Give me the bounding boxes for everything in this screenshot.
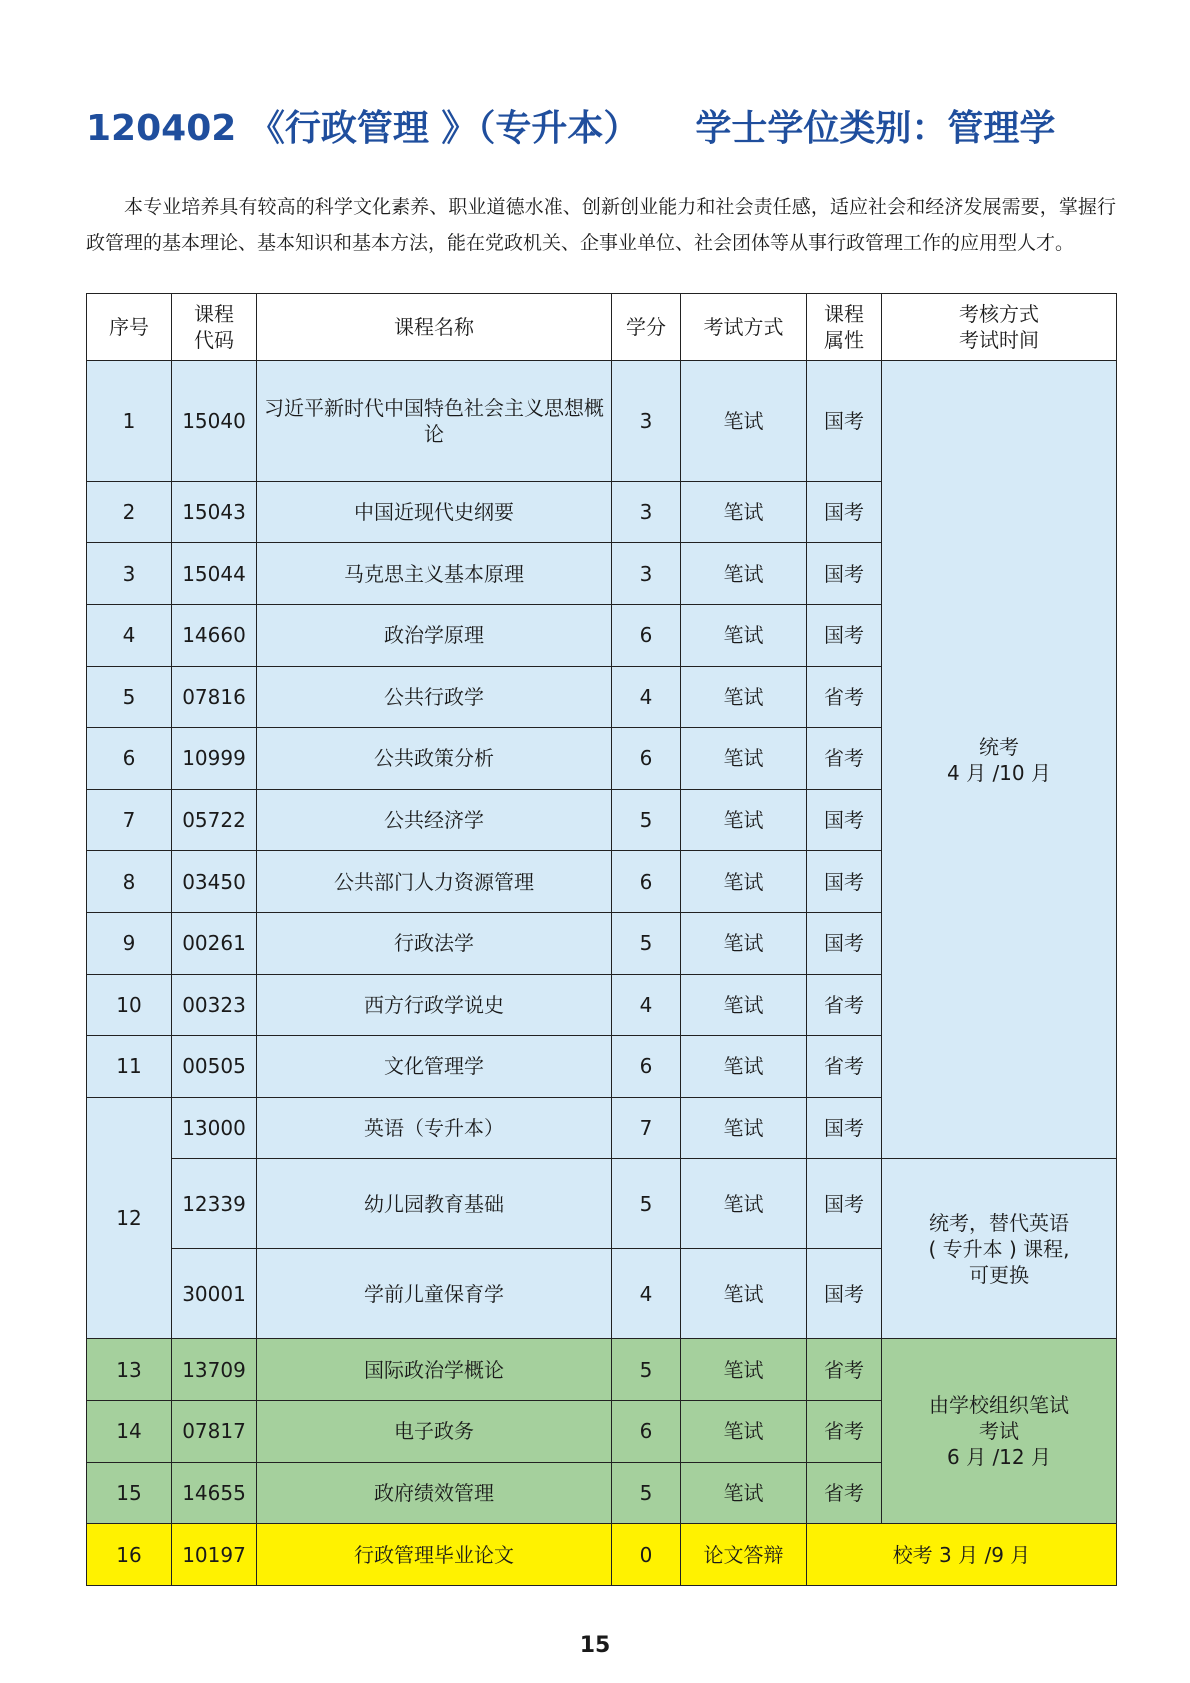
assess-school-line1: 由学校组织笔试 bbox=[929, 1393, 1069, 1418]
cell-credit: 4 bbox=[612, 666, 681, 728]
cell-attr: 国考 bbox=[807, 789, 882, 851]
header-attr bbox=[807, 294, 882, 361]
header-name: 课程名称 bbox=[257, 294, 612, 361]
cell-attr: 国考 bbox=[807, 605, 882, 667]
cell-seq: 16 bbox=[87, 1524, 172, 1586]
cell-attr: 国考 bbox=[807, 851, 882, 913]
cell-method: 笔试 bbox=[681, 605, 807, 667]
cell-attr: 国考 bbox=[807, 912, 882, 974]
cell-assess-thesis: 校考 3 月 /9 月 bbox=[807, 1524, 1117, 1586]
cell-name: 西方行政学说史 bbox=[257, 974, 612, 1036]
cell-method: 笔试 bbox=[681, 789, 807, 851]
assess-substitute-line1: 统考，替代英语 bbox=[929, 1210, 1069, 1235]
cell-seq: 15 bbox=[87, 1462, 172, 1524]
cell-code: 00323 bbox=[172, 974, 257, 1036]
cell-attr: 国考 bbox=[807, 543, 882, 605]
cell-name: 习近平新时代中国特色社会主义思想概论 bbox=[257, 361, 612, 482]
header-exam-method: 考试方式 bbox=[681, 294, 807, 361]
assess-substitute-line3: 可更换 bbox=[969, 1262, 1029, 1287]
cell-method: 笔试 bbox=[681, 361, 807, 482]
cell-name: 政府绩效管理 bbox=[257, 1462, 612, 1524]
cell-seq: 3 bbox=[87, 543, 172, 605]
table-row bbox=[87, 361, 1117, 482]
cell-credit: 7 bbox=[612, 1097, 681, 1159]
cell-name: 政治学原理 bbox=[257, 605, 612, 667]
cell-credit: 5 bbox=[612, 1462, 681, 1524]
cell-name: 公共行政学 bbox=[257, 666, 612, 728]
assess-unified-line1: 统考 bbox=[979, 734, 1019, 759]
header-attr-line1: 课程 bbox=[824, 302, 864, 326]
cell-attr: 省考 bbox=[807, 1401, 882, 1463]
cell-credit: 6 bbox=[612, 605, 681, 667]
major-title: 120402 《行政管理 》（专升本） bbox=[86, 108, 640, 149]
cell-method: 笔试 bbox=[681, 666, 807, 728]
course-table bbox=[86, 293, 1117, 1586]
cell-method: 笔试 bbox=[681, 1462, 807, 1524]
cell-code: 15040 bbox=[172, 361, 257, 482]
table-row bbox=[87, 1339, 1117, 1401]
cell-credit: 3 bbox=[612, 543, 681, 605]
cell-method: 论文答辩 bbox=[681, 1524, 807, 1586]
header-attr-line2: 属性 bbox=[824, 328, 864, 352]
assess-substitute-line2: ( 专升本 ) 课程, bbox=[928, 1236, 1070, 1261]
cell-code: 03450 bbox=[172, 851, 257, 913]
cell-seq: 10 bbox=[87, 974, 172, 1036]
cell-code: 15044 bbox=[172, 543, 257, 605]
cell-code: 10197 bbox=[172, 1524, 257, 1586]
cell-assess-substitute bbox=[882, 1159, 1117, 1339]
cell-credit: 4 bbox=[612, 1249, 681, 1339]
cell-code: 05722 bbox=[172, 789, 257, 851]
cell-name: 公共部门人力资源管理 bbox=[257, 851, 612, 913]
degree-category: 学士学位类别：管理学 bbox=[695, 108, 1056, 149]
cell-credit: 5 bbox=[612, 1339, 681, 1401]
cell-assess-unified bbox=[882, 361, 1117, 1159]
cell-code: 15043 bbox=[172, 481, 257, 543]
cell-name: 行政法学 bbox=[257, 912, 612, 974]
cell-code: 10999 bbox=[172, 728, 257, 790]
cell-credit: 5 bbox=[612, 789, 681, 851]
cell-name: 学前儿童保育学 bbox=[257, 1249, 612, 1339]
cell-seq: 5 bbox=[87, 666, 172, 728]
cell-method: 笔试 bbox=[681, 543, 807, 605]
cell-credit: 5 bbox=[612, 912, 681, 974]
cell-method: 笔试 bbox=[681, 1339, 807, 1401]
cell-name: 中国近现代史纲要 bbox=[257, 481, 612, 543]
cell-method: 笔试 bbox=[681, 1159, 807, 1249]
cell-name: 英语（专升本） bbox=[257, 1097, 612, 1159]
page-title bbox=[86, 100, 1126, 151]
header-code-line2: 代码 bbox=[194, 328, 234, 352]
header-assess-line2: 考试时间 bbox=[959, 328, 1039, 352]
cell-attr: 省考 bbox=[807, 1462, 882, 1524]
cell-name: 行政管理毕业论文 bbox=[257, 1524, 612, 1586]
cell-credit: 0 bbox=[612, 1524, 681, 1586]
cell-attr: 国考 bbox=[807, 361, 882, 482]
cell-name: 马克思主义基本原理 bbox=[257, 543, 612, 605]
cell-name: 国际政治学概论 bbox=[257, 1339, 612, 1401]
cell-code: 07816 bbox=[172, 666, 257, 728]
cell-assess-school bbox=[882, 1339, 1117, 1524]
cell-attr: 省考 bbox=[807, 974, 882, 1036]
cell-attr: 国考 bbox=[807, 481, 882, 543]
cell-code: 13000 bbox=[172, 1097, 257, 1159]
cell-credit: 6 bbox=[612, 851, 681, 913]
cell-method: 笔试 bbox=[681, 1097, 807, 1159]
assess-school-line3: 6 月 /12 月 bbox=[947, 1445, 1051, 1470]
cell-method: 笔试 bbox=[681, 851, 807, 913]
cell-code: 07817 bbox=[172, 1401, 257, 1463]
table-header-row bbox=[87, 294, 1117, 361]
cell-seq: 12 bbox=[87, 1097, 172, 1339]
cell-method: 笔试 bbox=[681, 912, 807, 974]
cell-attr: 省考 bbox=[807, 1339, 882, 1401]
cell-seq: 14 bbox=[87, 1401, 172, 1463]
cell-credit: 6 bbox=[612, 1036, 681, 1098]
cell-method: 笔试 bbox=[681, 1036, 807, 1098]
cell-seq: 6 bbox=[87, 728, 172, 790]
cell-code: 00261 bbox=[172, 912, 257, 974]
cell-method: 笔试 bbox=[681, 1249, 807, 1339]
cell-attr: 省考 bbox=[807, 728, 882, 790]
cell-code: 00505 bbox=[172, 1036, 257, 1098]
cell-name: 公共政策分析 bbox=[257, 728, 612, 790]
cell-credit: 6 bbox=[612, 728, 681, 790]
cell-name: 公共经济学 bbox=[257, 789, 612, 851]
cell-name: 文化管理学 bbox=[257, 1036, 612, 1098]
header-assess bbox=[882, 294, 1117, 361]
cell-attr: 国考 bbox=[807, 1097, 882, 1159]
cell-seq: 7 bbox=[87, 789, 172, 851]
page-number: 15 bbox=[579, 1633, 611, 1658]
header-credit: 学分 bbox=[612, 294, 681, 361]
cell-name: 幼儿园教育基础 bbox=[257, 1159, 612, 1249]
table-row bbox=[87, 1524, 1117, 1586]
cell-attr: 省考 bbox=[807, 1036, 882, 1098]
cell-code: 14655 bbox=[172, 1462, 257, 1524]
cell-attr: 国考 bbox=[807, 1159, 882, 1249]
assess-school-line2: 考试 bbox=[979, 1419, 1019, 1444]
cell-name: 电子政务 bbox=[257, 1401, 612, 1463]
cell-method: 笔试 bbox=[681, 1401, 807, 1463]
assess-unified-line2: 4 月 /10 月 bbox=[947, 760, 1051, 785]
cell-code: 12339 bbox=[172, 1159, 257, 1249]
table-row bbox=[87, 1159, 1117, 1249]
major-description: 本专业培养具有较高的科学文化素养、职业道德水准、创新创业能力和社会责任感，适应社会和经济发展需要，掌握行政管理的基本理论、基本知识和基本方法，能在党政机关、企事业单位、社会团体等从事行政管理工作的应用型人才。 bbox=[86, 196, 1116, 254]
cell-method: 笔试 bbox=[681, 974, 807, 1036]
header-code bbox=[172, 294, 257, 361]
cell-code: 30001 bbox=[172, 1249, 257, 1339]
cell-credit: 4 bbox=[612, 974, 681, 1036]
header-assess-line1: 考核方式 bbox=[959, 302, 1039, 326]
cell-seq: 9 bbox=[87, 912, 172, 974]
cell-credit: 6 bbox=[612, 1401, 681, 1463]
cell-seq: 11 bbox=[87, 1036, 172, 1098]
cell-seq: 13 bbox=[87, 1339, 172, 1401]
cell-credit: 3 bbox=[612, 481, 681, 543]
cell-seq: 1 bbox=[87, 361, 172, 482]
cell-credit: 5 bbox=[612, 1159, 681, 1249]
cell-attr: 省考 bbox=[807, 666, 882, 728]
cell-code: 13709 bbox=[172, 1339, 257, 1401]
header-code-line1: 课程 bbox=[194, 302, 234, 326]
cell-seq: 8 bbox=[87, 851, 172, 913]
cell-seq: 4 bbox=[87, 605, 172, 667]
cell-seq: 2 bbox=[87, 481, 172, 543]
cell-method: 笔试 bbox=[681, 728, 807, 790]
cell-credit: 3 bbox=[612, 361, 681, 482]
cell-attr: 国考 bbox=[807, 1249, 882, 1339]
header-seq: 序号 bbox=[87, 294, 172, 361]
cell-code: 14660 bbox=[172, 605, 257, 667]
cell-method: 笔试 bbox=[681, 481, 807, 543]
